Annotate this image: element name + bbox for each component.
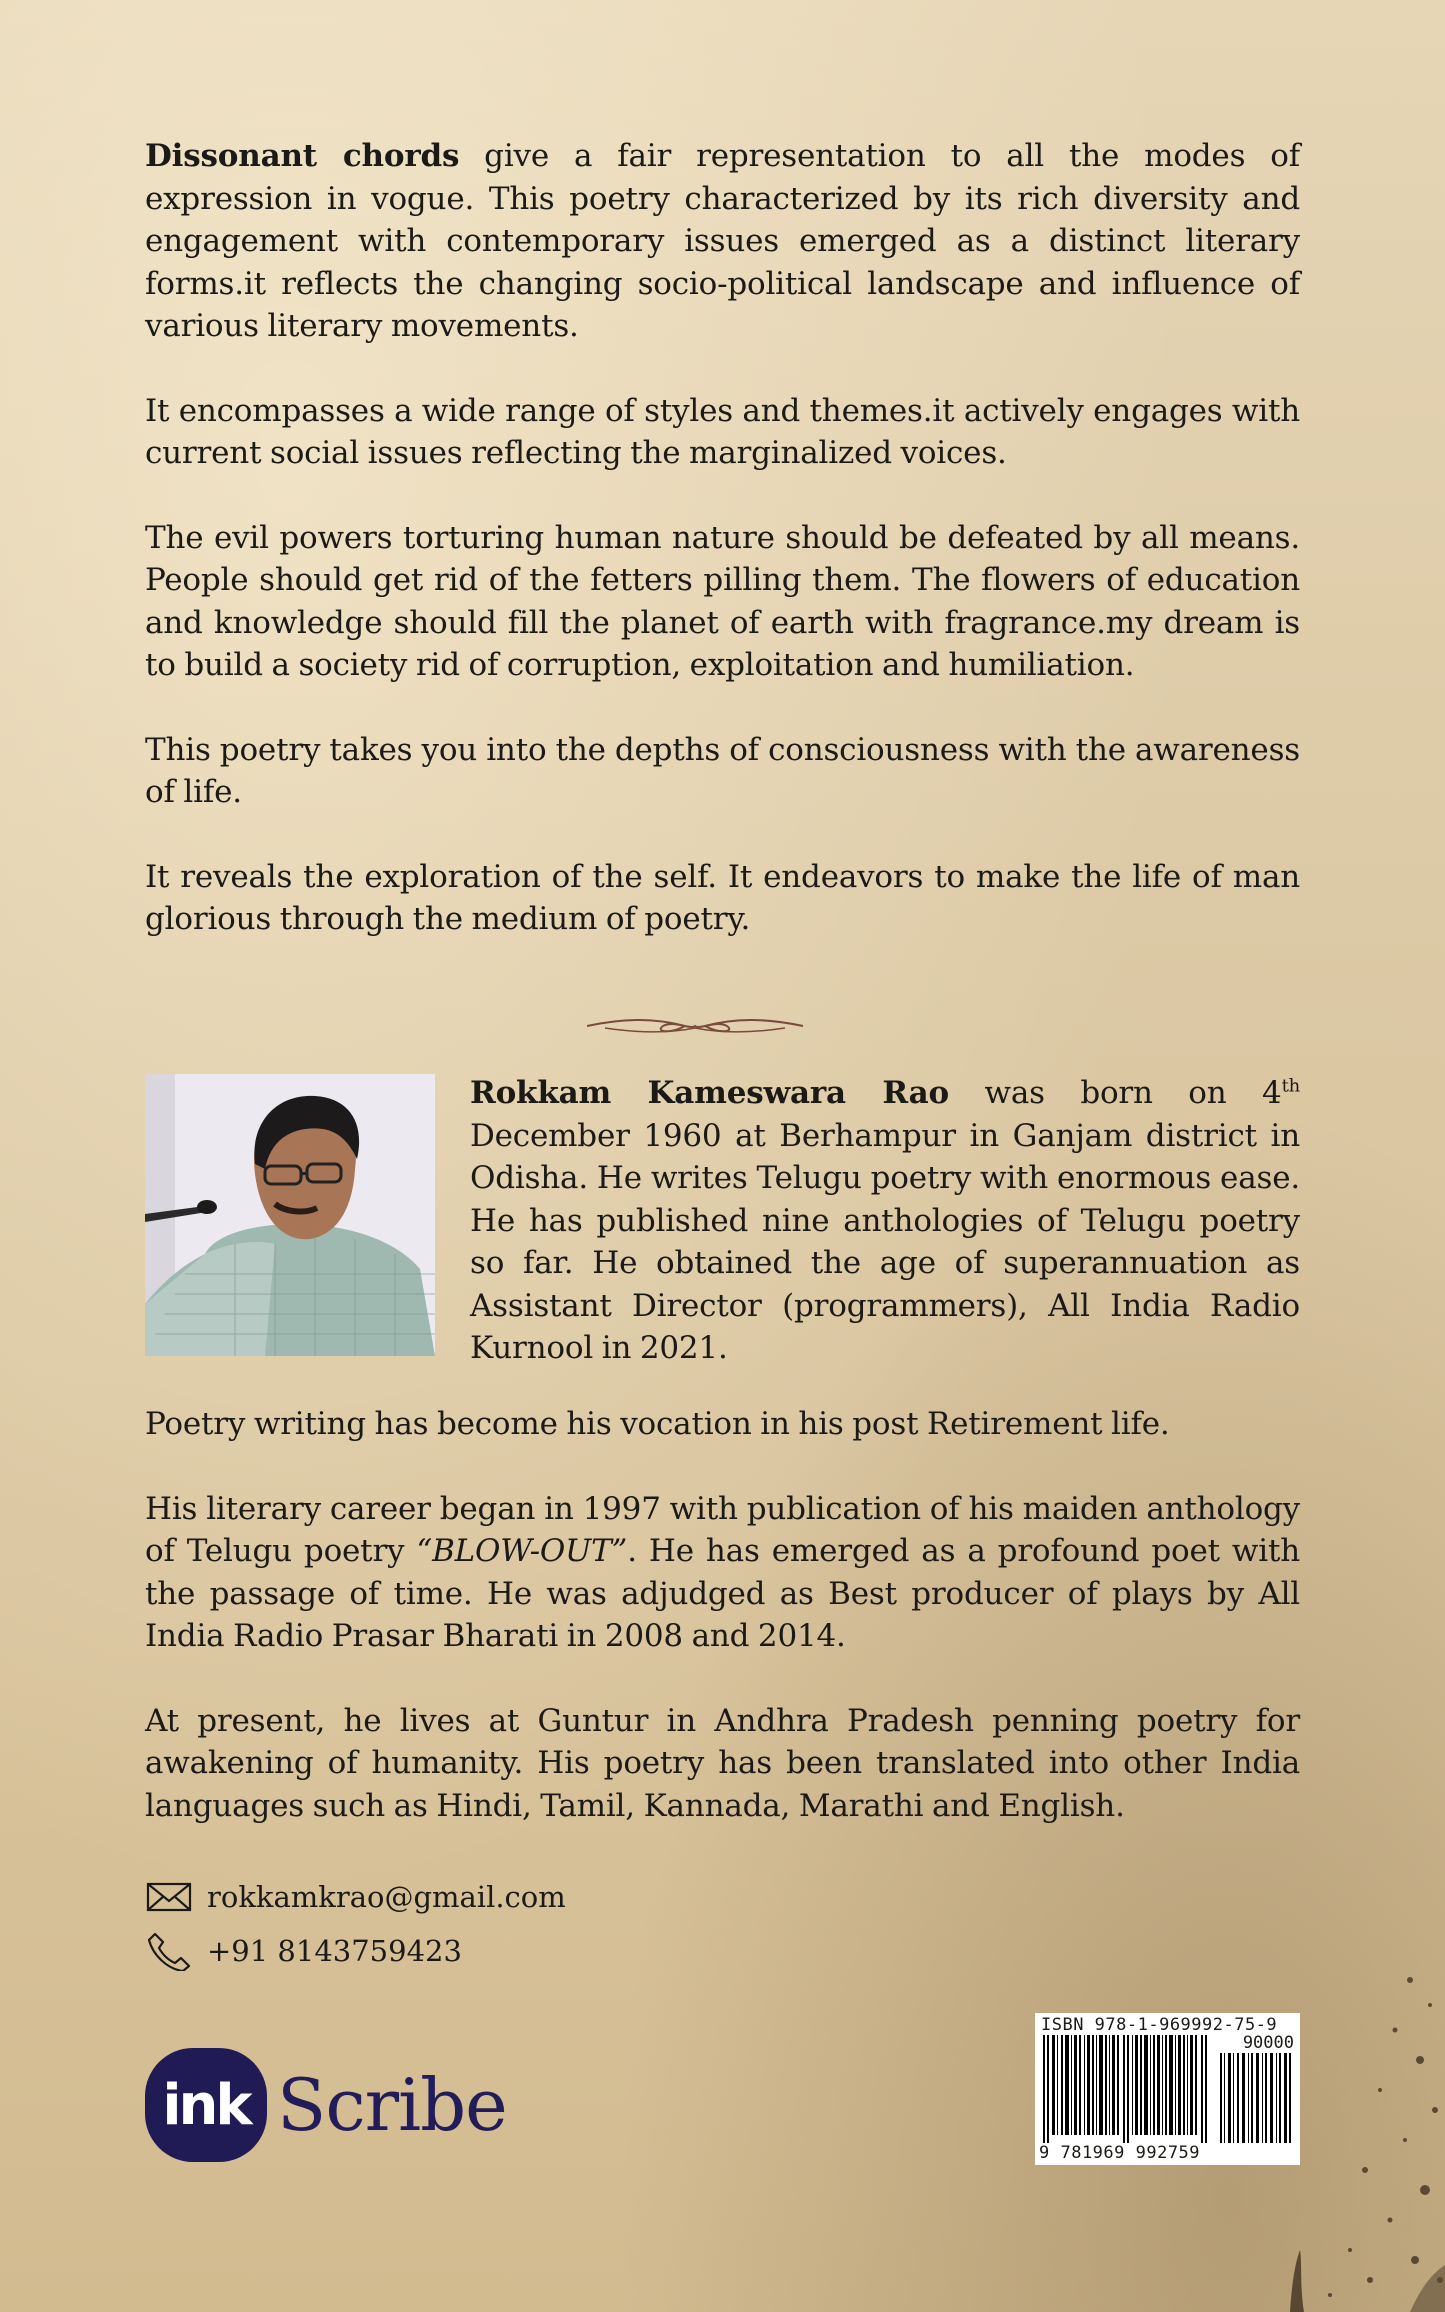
- phone-row[interactable]: [145, 1924, 566, 1978]
- author-bio: [145, 1072, 1300, 1370]
- phone-number[interactable]: +91 8143759423: [207, 1934, 462, 1968]
- blurb-paragraph-4: This poetry takes you into the depths of consciousness with the awareness of life.: [145, 731, 1300, 810]
- email-address[interactable]: rokkamkrao@gmail.com: [207, 1880, 566, 1914]
- ornamental-divider: [585, 1012, 805, 1042]
- envelope-icon: [145, 1877, 193, 1917]
- ink-text: ink: [162, 2072, 250, 2138]
- blurb-paragraph-3: The evil powers torturing human nature should be defeated by all means. People should get rid of the fetters pilling them. The flowers of education and knowledge should fill the planet of earth with fragrance.my dream is to build a society rid of corruption, exploitation and humiliation.: [145, 519, 1300, 683]
- anthology-title: “BLOW-OUT”: [416, 1533, 628, 1569]
- ink-spatter-decoration: [1270, 1960, 1445, 2312]
- scribe-word: Scribe: [277, 2063, 507, 2147]
- publisher-logo: [145, 2048, 507, 2162]
- author-bio-paragraph-1: [470, 1072, 1300, 1370]
- author-bio-paragraph-3-text-a: His literary career began in 1997 with publication of his maiden anthology of Telugu poetry: [145, 1490, 1300, 1569]
- ink-badge: [145, 2048, 267, 2162]
- isbn-label: ISBN 978-1-969992-75-9: [1041, 2015, 1278, 2035]
- isbn-barcode: [1035, 2013, 1300, 2165]
- ordinal-suffix: th: [1281, 1075, 1300, 1097]
- ean-digits: 9 781969 992759: [1039, 2143, 1201, 2163]
- book-title-inline: Dissonant chords: [145, 138, 460, 174]
- price-code: 90000: [1242, 2033, 1294, 2053]
- author-bio-paragraph-4: At present, he lives at Guntur in Andhra Pradesh penning poetry for awakening of humanity. His poetry has been translated into other India languages such as Hindi, Tamil, Kannada, Marathi and English.: [145, 1702, 1300, 1824]
- author-bio-paragraph-3-text-b: . He has emerged as a profound poet with the passage of time. He was adjudged as Best producer of plays by All India Radio Prasar Bharati in 2008 and 2014.: [145, 1533, 1300, 1654]
- email-row[interactable]: [145, 1870, 566, 1924]
- blurb-paragraph-1-text: give a fair representation to all the modes of expression in vogue. This poetry characterized by its rich diversity and engagement with contemporary issues emerged as a distinct literary forms.it reflects the changing socio-political landscape and influence of various literary movements.: [145, 138, 1301, 344]
- blurb: [145, 135, 1300, 941]
- blurb-paragraph-2: It encompasses a wide range of styles and themes.it actively engages with current social issues reflecting the marginalized voices.: [145, 392, 1300, 471]
- author-bio-text-a: was born on 4: [949, 1075, 1282, 1111]
- author-photo: [145, 1074, 435, 1356]
- blurb-paragraph-5: It reveals the exploration of the self. It endeavors to make the life of man glorious through the medium of poetry.: [145, 858, 1300, 937]
- phone-icon: [145, 1931, 193, 1971]
- author-name: Rokkam Kameswara Rao: [470, 1075, 949, 1111]
- contact-info: [145, 1870, 566, 1978]
- author-bio-paragraph-3: [145, 1488, 1300, 1658]
- author-bio-text-b: December 1960 at Berhampur in Ganjam district in Odisha. He writes Telugu poetry with enormous ease. He has published nine anthologies of Telugu poetry so far. He obtained the age of superannuation as Assistant Director (programmers), All India Radio Kurnool in 2021.: [470, 1117, 1300, 1366]
- blurb-paragraph-1: [145, 135, 1300, 348]
- author-more: [145, 1403, 1300, 1827]
- author-bio-paragraph-2: Poetry writing has become his vocation in his post Retirement life.: [145, 1406, 1170, 1442]
- ean-bars: [1041, 2035, 1213, 2143]
